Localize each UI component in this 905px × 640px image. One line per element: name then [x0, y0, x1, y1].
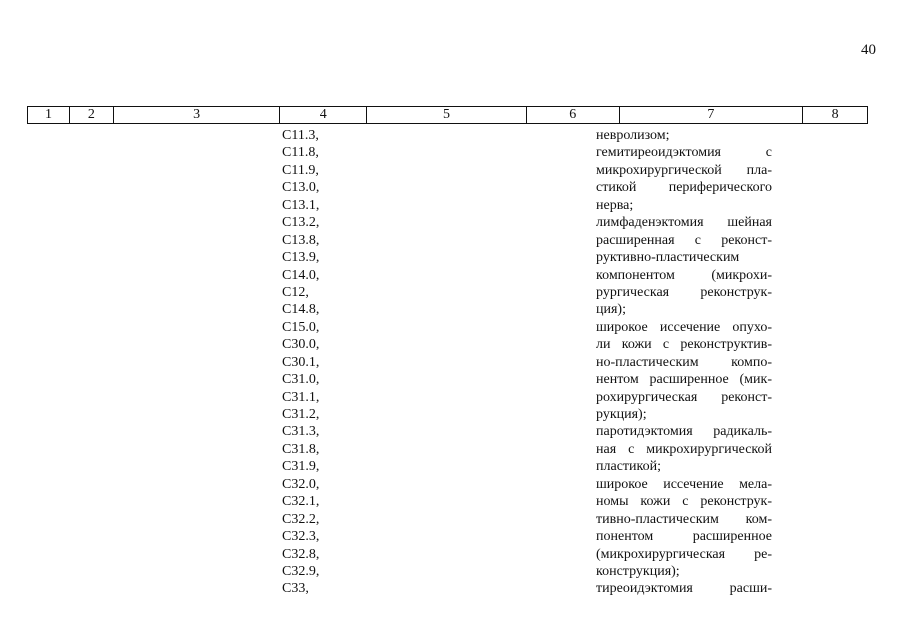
code-line: C13.1,	[282, 197, 320, 213]
header-cell-8: 8	[831, 107, 839, 122]
code-line: C11.3,	[282, 128, 319, 143]
method-line: компонентом (микрохи-	[596, 267, 772, 283]
code-line: C30.1,	[282, 354, 320, 370]
method-line: тивно-пластическим ком-	[596, 511, 772, 527]
code-line: C15.0,	[282, 319, 320, 335]
method-line: ли кожи с реконструктив-	[596, 337, 772, 353]
treatment-methods-column	[596, 127, 772, 598]
method-line: нерва;	[596, 197, 634, 213]
header-cell-4: 4	[280, 107, 367, 123]
header-cell-1: 1	[28, 107, 70, 123]
method-line: расширенная с реконст-	[596, 232, 772, 248]
code-line: C31.9,	[282, 459, 320, 475]
header-cell-2: 2	[70, 107, 114, 123]
method-line: пластикой;	[596, 459, 661, 475]
code-line: C12,	[282, 284, 309, 300]
code-line: C13.0,	[282, 180, 320, 196]
code-line: C33,	[282, 581, 309, 597]
diagnosis-codes-column	[282, 127, 319, 598]
code-line: C11.8,	[282, 145, 319, 161]
code-line: C13.2,	[282, 215, 320, 231]
method-line: конструкция);	[596, 563, 680, 579]
table-header-row	[27, 106, 868, 124]
code-line: C31.8,	[282, 441, 320, 457]
method-line: руктивно-пластическим	[596, 250, 740, 266]
code-line: C31.2,	[282, 407, 320, 422]
code-line: C31.3,	[282, 424, 320, 440]
code-line: C32.9,	[282, 563, 320, 579]
code-line: C14.8,	[282, 302, 320, 318]
method-line: тиреоидэктомия расши-	[596, 581, 772, 597]
method-line: невролизом;	[596, 128, 670, 143]
page-number: 40	[861, 42, 876, 58]
header-cell-6: 6	[527, 107, 620, 123]
method-line: ная с микрохирургической	[596, 441, 772, 457]
code-line: C13.8,	[282, 232, 320, 248]
method-line: стикой периферического	[596, 180, 772, 196]
header-cell-5: 5	[367, 107, 527, 123]
method-line: гемитиреоидэктомия с	[596, 145, 772, 161]
code-line: C32.2,	[282, 511, 320, 527]
method-line: но-пластическим компо-	[596, 354, 772, 370]
method-line: рукция);	[596, 407, 647, 422]
code-line: C11.9,	[282, 162, 319, 178]
method-line: нентом расширенное (мик-	[596, 372, 772, 388]
method-line: широкое иссечение опухо-	[596, 319, 772, 335]
code-line: C32.0,	[282, 476, 320, 492]
code-line: C31.1,	[282, 389, 320, 405]
method-line: лимфаденэктомия шейная	[596, 215, 772, 231]
code-line: C32.1,	[282, 494, 320, 510]
code-line: C30.0,	[282, 337, 320, 353]
method-line: рохирургическая реконст-	[596, 389, 772, 405]
method-line: рургическая реконструк-	[596, 284, 772, 300]
code-line: C31.0,	[282, 372, 320, 388]
code-line: C32.8,	[282, 546, 320, 562]
header-cell-7: 7	[620, 107, 804, 123]
code-line: C13.9,	[282, 250, 320, 266]
header-cell-3: 3	[114, 107, 281, 123]
method-line: паротидэктомия радикаль-	[596, 424, 772, 440]
code-line: C14.0,	[282, 267, 320, 283]
method-line: номы кожи с реконструк-	[596, 494, 772, 510]
method-line: ция);	[596, 302, 626, 318]
method-line: (микрохирургическая ре-	[596, 546, 772, 562]
code-line: C32.3,	[282, 529, 320, 545]
method-line: понентом расширенное	[596, 529, 772, 545]
method-line: широкое иссечение мела-	[596, 476, 772, 492]
method-line: микрохирургической пла-	[596, 162, 772, 178]
